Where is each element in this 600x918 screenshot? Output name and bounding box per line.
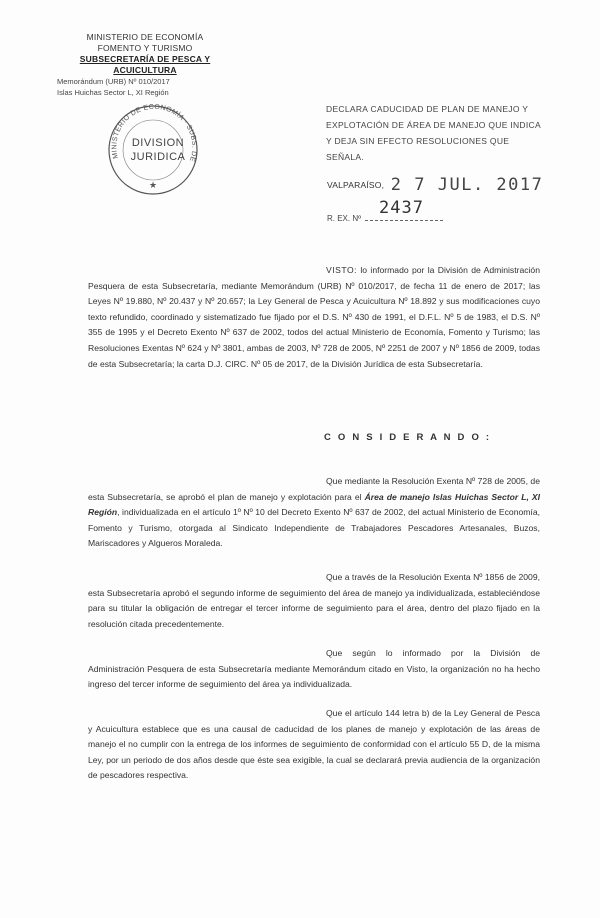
p1-area-name: Área de manejo Islas Huichas Sector L, XI Región: [88, 491, 540, 518]
area-ref: Islas Huichas Sector L, XI Región: [57, 88, 169, 97]
visto-paragraph: [88, 263, 540, 372]
division-juridica-stamp: [100, 100, 206, 196]
date-line: [327, 173, 543, 193]
star-icon: ★: [148, 180, 158, 190]
considerando-paragraph-4: [88, 706, 540, 784]
considerando-paragraph-1: [88, 474, 540, 552]
rex-number: 2437: [379, 198, 424, 218]
letterhead: [50, 32, 240, 76]
p2-text: Que a través de la Resolución Exenta Nº 1856 de 2009, esta Subsecretaría aprobó el segundo informe de seguimiento del área de manejo ya individualizada, estableciéndose para su titular la obligación de entregar el tercer informe de seguimiento para el área, dentro del plazo fijado en la resolución citada precedentemente.: [88, 572, 540, 629]
letterhead-fomento: FOMENTO Y TURISMO: [97, 43, 193, 53]
rex-label: R. EX. Nº: [327, 214, 362, 223]
considerando-paragraph-2: [88, 570, 540, 632]
letterhead-subsecretaria: SUBSECRETARÍA DE PESCA Y ACUICULTURA: [79, 54, 211, 75]
stamp-line-1: DIVISION: [131, 137, 185, 149]
p1-text-b: , individualizada en el artículo 1º Nº 10 del Decreto Exento Nº 637 de 2002, del actual Ministerio de Economía, Fomento y Turismo, otorgada al Sindicato Independiente de Trabajadores Pescadores Artesanales, Buzos, Mariscadores y Algueros Moraleda.: [88, 507, 540, 549]
rex-line: [327, 198, 443, 223]
date-handwritten: 2 7 JUL. 2017: [390, 175, 544, 195]
stamp-line-2: JURIDICA: [130, 151, 186, 163]
resolution-title: DECLARA CADUCIDAD DE PLAN DE MANEJO Y EXPLOTACIÓN DE ÁREA DE MANEJO QUE INDICA Y DEJA SIN EFECTO RESOLUCIONES QUE SEÑALA.: [326, 104, 541, 162]
visto-text: lo informado por la División de Administración Pesquera de esta Subsecretaría, mediante Memorándum (URB) Nº 010/2017, de fecha 11 de enero de 2017; las Leyes Nº 19.880, Nº 20.437 y Nº 20.657; la Ley General de Pesca y Acuicultura Nº 18.892 y sus modificaciones cuyo texto refundido, coordinado y sistematizado fue fijado por el D.S. Nº 430 de 1991, el D.F.L. Nº 5 de 1983, el D.S. Nº 355 de 1995 y el Decreto Exento Nº 637 de 2002, todos del actual Ministerio de Economía, Fomento y Turismo; las Resoluciones Exentas Nº 624 y Nº 3801, ambas de 2003, Nº 728 de 2005, Nº 2251 de 2007 y Nº 1856 de 2009, todas de esta Subsecretaría; la carta D.J. CIRC. Nº 05 de 2017, de la División Jurídica de esta Subsecretaría.: [88, 265, 540, 369]
letterhead-ministerio: MINISTERIO DE ECONOMÍA: [86, 32, 204, 42]
considerando-paragraph-3: [88, 646, 540, 693]
considerando-heading: C O N S I D E R A N D O :: [324, 432, 492, 443]
stamp-seal-icon: [100, 100, 206, 196]
visto-label: VISTO:: [326, 265, 358, 275]
p1-text-a: Que mediante la Resolución Exenta Nº 728 de 2005, de esta Subsecretaría, se aprobó el plan de manejo y explotación para el: [88, 476, 540, 502]
rex-underline: [365, 220, 443, 221]
p4-text: Que el artículo 144 letra b) de la Ley General de Pesca y Acuicultura establece que es una causal de caducidad de los planes de manejo y explotación de las áreas de manejo el no cumplir con la entrega de los informes de seguimiento de conformidad con el artículo 55 D, de la misma Ley, por un periodo de dos años desde que éste sea exigible, la cual se declarará previa audiencia de la organización de pescadores respectiva.: [88, 708, 540, 781]
p3-text: Que según lo informado por la División de Administración Pesquera de esta Subsecretaría mediante Memorándum citado en Visto, la organización no ha hecho ingreso del tercer informe de seguimiento del área ya individualizada.: [88, 648, 540, 690]
date-city: VALPARAÍSO,: [327, 180, 385, 190]
memorandum-ref: Memorándum (URB) Nº 010/2017: [57, 77, 170, 86]
stamp-ring-text: MINISTERIO DE ECONOMÍA · SUBS. DE: [111, 103, 198, 163]
